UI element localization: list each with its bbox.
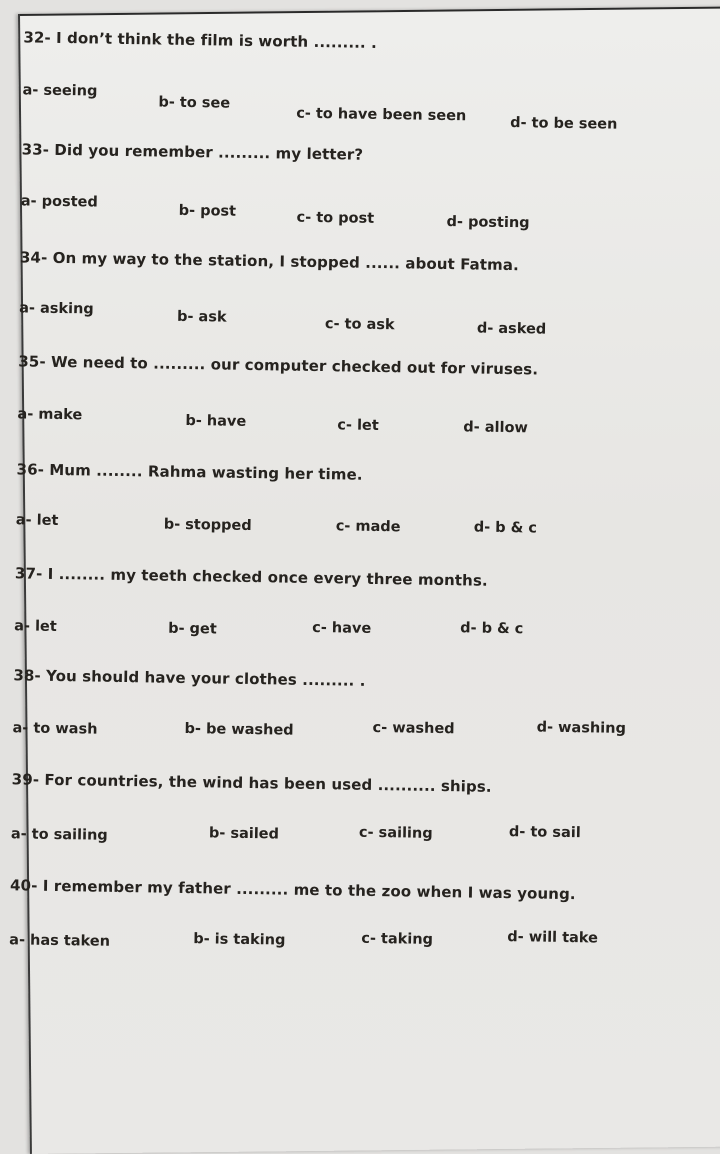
q39-option-b: b- sailed (208, 825, 280, 843)
q40-option-b: b- is taking (193, 931, 286, 949)
q37-option-b: b- get (168, 620, 217, 638)
q36-option-a: a- let (15, 512, 59, 529)
question-40: 40- I remember my father ......... me to the zoo when I was young. (9, 876, 576, 904)
q34-option-b: b- ask (176, 308, 227, 326)
q34-option-a: a- asking (19, 300, 94, 318)
q39-option-c: c- sailing (358, 824, 433, 842)
question-35: 35- We need to ......... our computer checked out for viruses. (18, 352, 539, 379)
q37-option-d: d- b & c (460, 620, 524, 638)
q33-option-c: c- to post (296, 209, 375, 227)
q38-option-b: b- be washed (184, 720, 294, 739)
question-34: 34- On my way to the station, I stopped ...... about Fatma. (19, 248, 520, 275)
q35-option-b: b- have (185, 412, 247, 430)
q33-option-b: b- post (178, 202, 237, 220)
q34-option-c: c- to ask (324, 316, 395, 334)
q35-option-a: a- make (17, 406, 83, 424)
q39-option-d: d- to sail (508, 824, 581, 842)
question-33: 33- Did you remember ......... my letter? (21, 140, 364, 164)
q37-option-a: a- let (14, 618, 57, 635)
q36-option-b: b- stopped (163, 516, 252, 535)
question-36: 36- Mum ........ Rahma wasting her time. (16, 460, 363, 484)
q40-option-a: a- has taken (9, 932, 111, 950)
q35-option-d: d- allow (463, 419, 528, 437)
q38-option-d: d- washing (536, 719, 627, 737)
q40-option-c: c- taking (361, 930, 434, 948)
q32-option-a: a- seeing (22, 82, 98, 100)
q37-option-c: c- have (312, 619, 372, 637)
question-37: 37- I ........ my teeth checked once every three months. (14, 564, 488, 590)
q32-option-b: b- to see (158, 94, 231, 112)
q34-option-d: d- asked (476, 320, 547, 338)
q33-option-a: a- posted (20, 193, 98, 211)
question-39: 39- For countries, the wind has been used .......... ships. (11, 770, 492, 796)
question-38: 38- You should have your clothes ......... . (13, 666, 366, 690)
q32-option-c: c- to have been seen (296, 105, 467, 125)
q35-option-c: c- let (337, 417, 379, 435)
q32-option-d: d- to be seen (510, 115, 618, 133)
q38-option-c: c- washed (372, 719, 455, 738)
q33-option-d: d- posting (446, 214, 530, 232)
q38-option-a: a- to wash (12, 720, 98, 738)
question-32: 32- I don’t think the film is worth ......... . (23, 28, 378, 52)
q39-option-a: a- to sailing (10, 826, 108, 844)
q40-option-d: d- will take (507, 929, 599, 947)
q36-option-d: d- b & c (473, 519, 538, 537)
q36-option-c: c- made (335, 518, 401, 536)
